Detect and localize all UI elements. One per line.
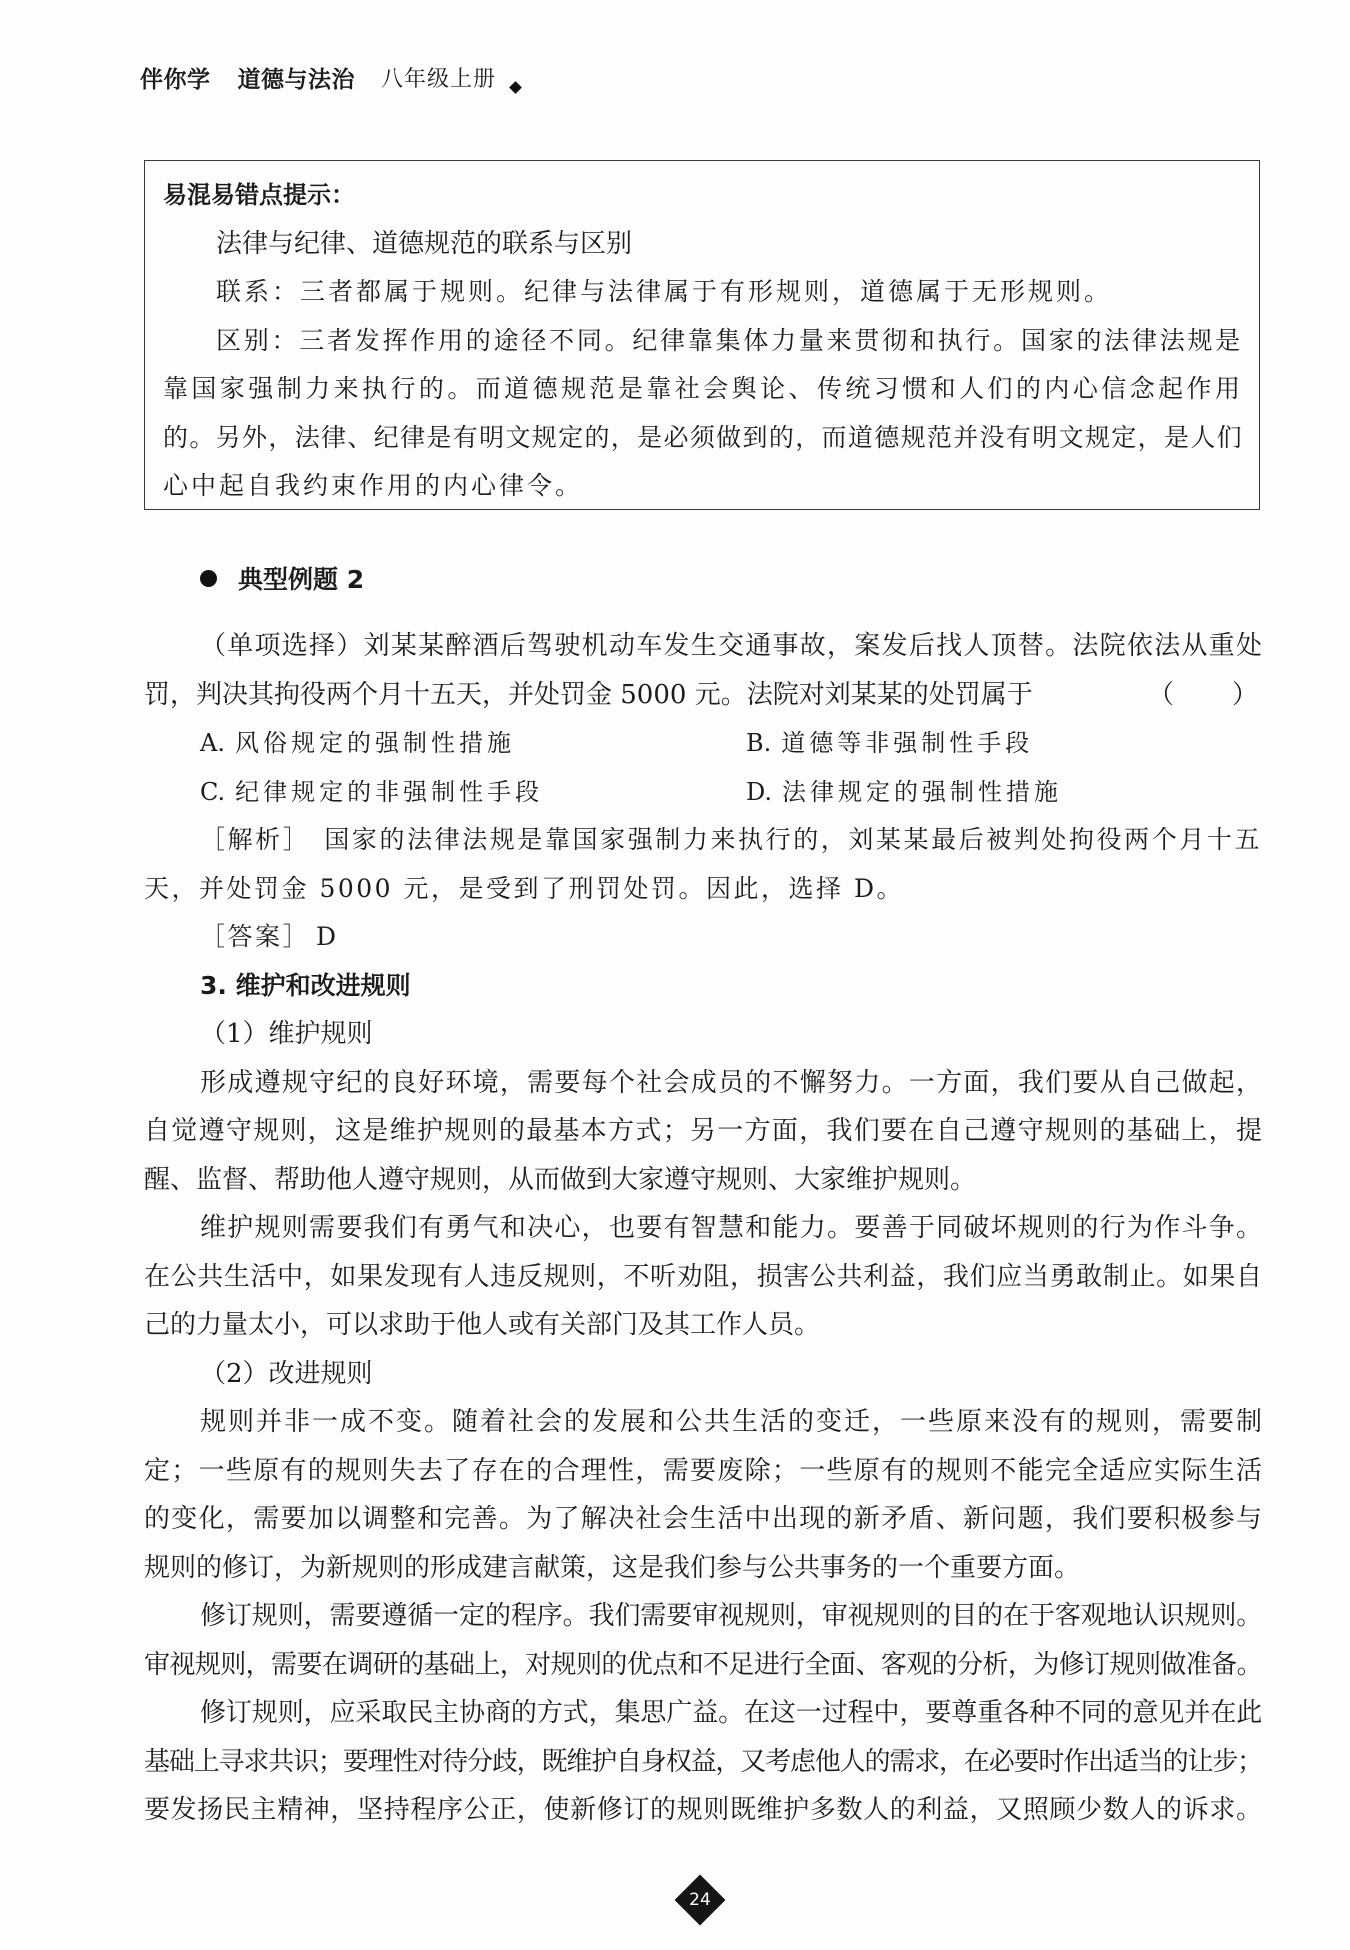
paragraph-line: 定；一些原有的规则失去了存在的合理性，需要废除；一些原有的规则不能完全适应实际生活 — [144, 1455, 1262, 1486]
question-text: 罚，判决其拘役两个月十五天，并处罚金 5000 元。法院对刘某某的处罚属于 — [144, 679, 1033, 710]
subject-title: 道德与法治 — [237, 66, 355, 93]
answer-line — [144, 913, 1262, 962]
option-label: D. — [746, 777, 773, 806]
subsection-title-maintain: （1）维护规则 — [200, 1019, 373, 1049]
main-content — [144, 622, 1262, 1835]
analysis-tag: ［解析］ — [200, 825, 311, 854]
paragraph-line: 规则并非一成不变。随着社会的发展和公共生活的变迁，一些原来没有的规则，需要制 — [200, 1407, 1262, 1437]
tip-line: 靠国家强制力来执行的。而道德规范是靠社会舆论、传统习惯和人们的内心信念起作用 — [163, 374, 1243, 403]
answer-blank: （ ） — [1147, 679, 1260, 710]
series-title: 伴你学 — [140, 66, 211, 93]
section-title: 3. 维护和改进规则 — [200, 970, 411, 1000]
options-row — [144, 768, 1262, 817]
option-b — [746, 719, 1033, 768]
option-text: 风俗规定的强制性措施 — [234, 729, 515, 757]
question-line: （单项选择）刘某某醉酒后驾驶机动车发生交通事故，案发后找人顶替。法院依法从重处 — [200, 631, 1262, 661]
tip-box — [144, 160, 1260, 510]
tip-line: 的。另外，法律、纪律是有明文规定的，是必须做到的，而道德规范并没有明文规定，是人们 — [163, 422, 1243, 452]
option-a — [200, 729, 515, 757]
paragraph-line: 要发扬民主精神，坚持程序公正，使新修订的规则既维护多数人的利益，又照顾少数人的诉求。 — [144, 1795, 1262, 1825]
tip-box-subtitle: 法律与纪律、道德规范的联系与区别 — [216, 228, 633, 259]
paragraph-line: 在公共生活中，如果发现有人违反规则，不听劝阻，损害公共利益，我们应当勇敢制止。如果自 — [144, 1261, 1262, 1292]
paragraph-line: 醒、监督、帮助他人遵守规则，从而做到大家遵守规则、大家维护规则。 — [144, 1164, 977, 1195]
option-label: A. — [200, 729, 225, 757]
analysis-line — [144, 816, 1262, 865]
option-text: 道德等非强制性手段 — [781, 729, 1034, 757]
paragraph-line: 修订规则，应采取民主协商的方式，集思广益。在这一过程中，要尊重各种不同的意见并在此 — [200, 1698, 1262, 1728]
diamond-icon — [509, 81, 522, 94]
paragraph-line: 基础上寻求共识；要理性对待分歧，既维护自身权益，又考虑他人的需求，在必要时作出适当的让步； — [144, 1746, 1262, 1777]
analysis-line: 天，并处罚金 5000 元，是受到了刑罚处罚。因此，选择 D。 — [144, 873, 905, 903]
tip-box-title: 易混易错点提示： — [163, 181, 355, 209]
option-c — [200, 778, 543, 806]
paragraph-line: 维护规则需要我们有勇气和决心，也要有智慧和能力。要善于同破坏规则的行为作斗争。 — [200, 1213, 1262, 1243]
answer-tag: ［答案］ — [200, 922, 311, 951]
grade-label: 八年级上册 — [381, 66, 497, 92]
question-line-with-blank — [144, 671, 1262, 720]
paragraph-line: 修订规则，需要遵循一定的程序。我们需要审视规则，审视规则的目的在于客观地认识规则。 — [200, 1601, 1262, 1631]
paragraph-line: 审视规则，需要在调研的基础上，对规则的优点和不足进行全面、客观的分析，为修订规则做准备。 — [144, 1649, 1262, 1680]
option-label: C. — [200, 777, 226, 806]
paragraph-line: 自觉遵守规则，这是维护规则的最基本方式；另一方面，我们要在自己遵守规则的基础上，提 — [144, 1116, 1262, 1146]
answer-value: D — [316, 922, 339, 951]
page-number: 24 — [689, 1890, 711, 1910]
running-header — [140, 60, 520, 94]
tip-line: 心中起自我约束作用的内心律令。 — [163, 471, 584, 500]
paragraph-line: 规则的修订，为新规则的形成建言献策，这是我们参与公共事务的一个重要方面。 — [144, 1552, 1081, 1583]
example-title: 典型例题 2 — [238, 565, 365, 594]
bullet-icon — [200, 570, 217, 587]
subsection-title-improve: （2）改进规则 — [200, 1358, 373, 1389]
option-d — [746, 768, 1062, 817]
example-heading — [200, 558, 364, 598]
options-row — [144, 719, 1262, 768]
paragraph-line: 形成遵规守纪的良好环境，需要每个社会成员的不懈努力。一方面，我们要从自己做起， — [200, 1067, 1262, 1098]
paragraph-line: 的变化，需要加以调整和完善。为了解决社会生活中出现的新矛盾、新问题，我们要积极参与 — [144, 1504, 1262, 1534]
analysis-text: 国家的法律法规是靠国家强制力来执行的，刘某某最后被判处拘役两个月十五 — [324, 825, 1262, 854]
option-label: B. — [746, 729, 772, 757]
option-text: 法律规定的强制性措施 — [782, 777, 1063, 806]
option-text: 纪律规定的非强制性手段 — [235, 777, 544, 806]
page-number-badge — [673, 1873, 727, 1927]
tip-line: 联系：三者都属于规则。纪律与法律属于有形规则，道德属于无形规则。 — [216, 277, 1113, 306]
paragraph-line: 己的力量太小，可以求助于他人或有关部门及其工作人员。 — [144, 1310, 821, 1340]
tip-line: 区别：三者发挥作用的途径不同。纪律靠集体力量来贯彻和执行。国家的法律法规是 — [216, 325, 1243, 355]
